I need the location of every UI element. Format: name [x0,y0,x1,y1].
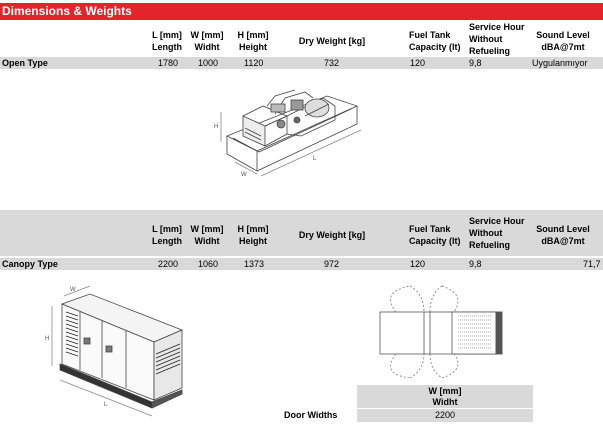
canopy-col-width-label-2: Widht [194,236,220,246]
open-type-row [0,57,603,69]
canopy-sound-level: 71,7 [583,259,601,269]
col-width-label-1: W [mm] [190,30,224,40]
open-service-hour: 9,8 [469,58,482,68]
open-genset-illustration [205,76,375,200]
canopy-col-height-label-2: Height [239,236,267,246]
col-length-label-2: Length [152,42,182,52]
canopy-length: 2200 [158,259,179,269]
canopy-width: 1060 [198,259,219,269]
canopy-col-weight-header [292,215,372,255]
col-fuel-header [409,21,469,61]
canopy-top-view-drawing [366,282,516,378]
open-dry-weight: 732 [324,58,340,68]
col-sound-label-1: Sound Level [536,30,590,40]
col-length-header [147,21,187,61]
open-l-label: L [313,156,317,162]
canopy-col-length-header [147,215,187,255]
col-service-label-3: Refueling [469,46,511,56]
canopy-w-label: W [70,287,76,293]
open-h-label: H [214,124,219,130]
col-fuel-label-2: Capacity (lt) [409,42,461,52]
open-w-label: W [241,172,247,178]
canopy-col-fuel-label-1: Fuel Tank [409,224,451,234]
canopy-type-label: Canopy Type [2,259,58,269]
canopy-col-service-label-1: Service Hour [469,216,525,226]
col-height-label-2: Height [239,42,267,52]
canopy-col-service-label-3: Refueling [469,240,511,250]
canopy-col-sound-label-1: Sound Level [536,224,590,234]
canopy-col-weight-label-1: Dry Weight [kg] [298,230,366,240]
col-sound-label-2: dBA@7mt [541,42,585,52]
canopy-col-fuel-label-2: Capacity (lt) [409,236,461,246]
canopy-genset-illustration [40,282,190,422]
col-weight-label-1: Dry Weight [kg] [298,36,366,46]
open-sound-level: Uygulanmıyor [532,58,588,68]
canopy-col-width-header [186,215,228,255]
canopy-l-label: L [104,402,108,408]
canopy-col-service-header [469,211,533,255]
col-weight-header [292,21,372,61]
open-type-label: Open Type [2,58,48,68]
canopy-col-sound-label-2: dBA@7mt [541,236,585,246]
col-sound-header [533,21,593,61]
canopy-top-view-illustration [366,282,516,378]
canopy-col-length-label-2: Length [152,236,182,246]
col-length-label-1: L [mm] [152,30,182,40]
col-width-header [186,21,228,61]
canopy-col-fuel-header [409,215,469,255]
door-widths-header [357,385,533,408]
open-height: 1120 [244,58,264,68]
canopy-type-drawing [40,282,190,422]
col-width-label-2: Widht [194,42,220,52]
col-height-header [232,21,274,61]
col-service-label-2: Without [469,34,503,44]
door-widths-label: Door Widths [284,410,338,420]
section-title: Dimensions & Weights [2,4,132,18]
open-width: 1000 [198,58,219,68]
canopy-col-height-label-1: H [mm] [237,224,269,234]
canopy-fuel-tank: 120 [410,259,426,269]
canopy-col-service-label-2: Without [469,228,503,238]
open-length: 1780 [158,58,179,68]
col-service-header [469,17,533,61]
door-widths-header-1: W [mm] [428,386,462,396]
col-height-label-1: H [mm] [237,30,269,40]
door-widths-value: 2200 [357,409,533,422]
canopy-service-hour: 9,8 [469,259,482,269]
canopy-col-sound-header [533,215,593,255]
open-fuel-tank: 120 [410,58,426,68]
canopy-dry-weight: 972 [324,259,340,269]
col-fuel-label-1: Fuel Tank [409,30,451,40]
canopy-height: 1373 [244,259,265,269]
canopy-col-length-label-1: L [mm] [152,224,182,234]
col-service-label-1: Service Hour [469,22,525,32]
canopy-type-row [0,258,603,270]
canopy-h-label: H [45,336,50,342]
open-type-drawing [205,76,375,200]
canopy-col-width-label-1: W [mm] [190,224,224,234]
door-widths-header-2: Widht [432,397,458,407]
canopy-col-height-header [232,215,274,255]
